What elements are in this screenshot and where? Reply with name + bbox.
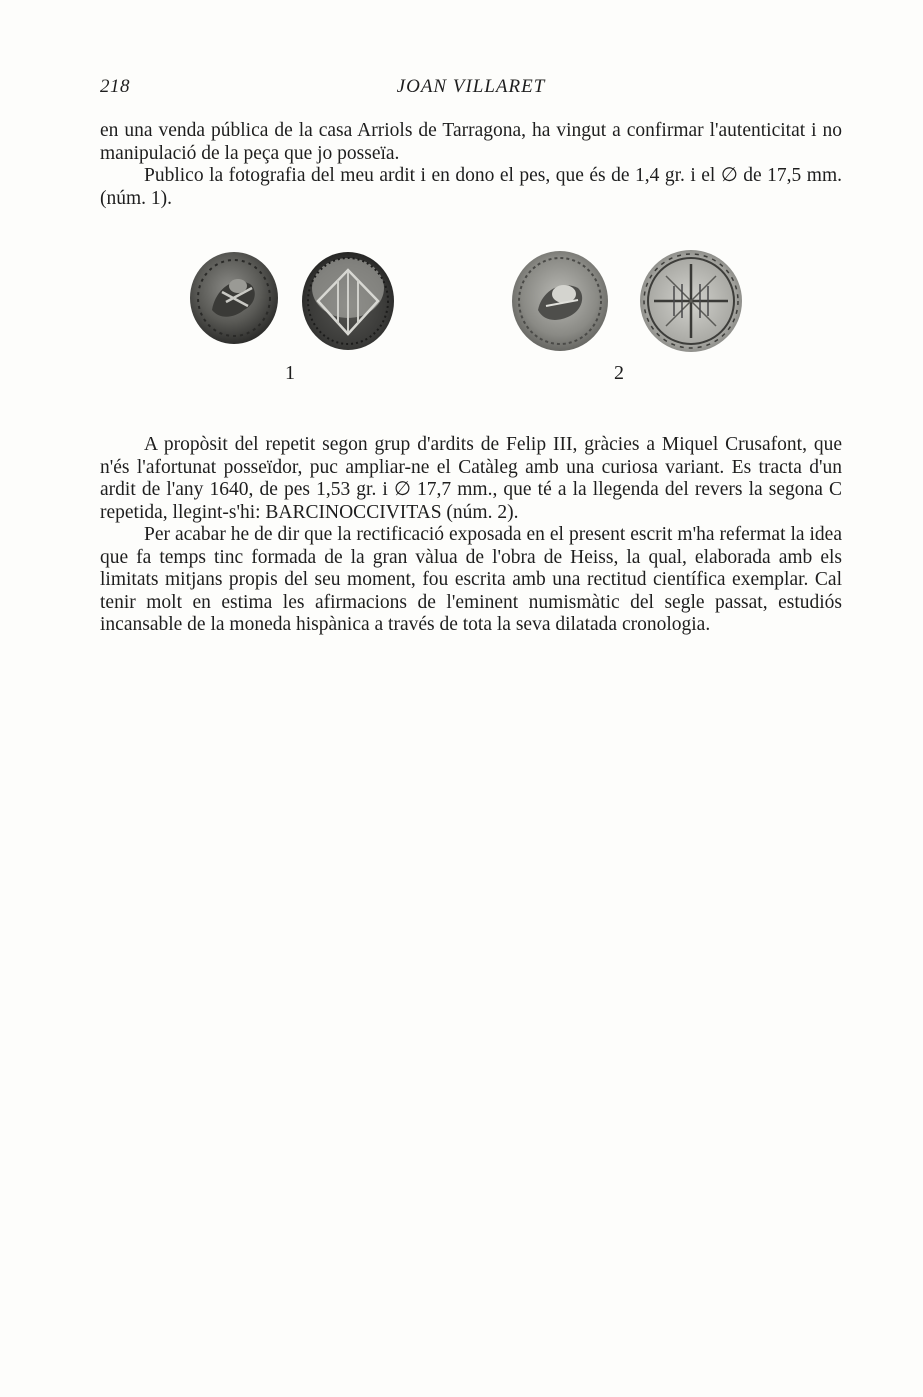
paragraph: A propòsit del repetit segon grup d'ardits de Felip III, gràcies a Miquel Crusafont, que n'és l'afortunat posseïdor, puc ampliar-ne el Catàleg amb una curiosa variant. Es tracta d'un ardit de l'any 1640, de pes 1,53 gr. i ∅ 17,7 mm., que té a la llegenda del revers la segona C repetida, llegint-s'hi: BARCINOCCIVITAS (núm. 2). [100, 434, 842, 523]
page-header [100, 72, 842, 102]
paragraph: en una venda pública de la casa Arriols de Tarragona, ha vingut a confirmar l'autenticitat i no manipulació de la peça que jo posseïa. [100, 120, 842, 164]
running-title: JOAN VILLARET [396, 76, 546, 97]
coin-2-obverse-image [508, 248, 612, 354]
paragraph: Publico la fotografia del meu ardit i en dono el pes, que és de 1,4 gr. i el ∅ de 17,5 mm. (núm. 1). [100, 165, 842, 209]
page-number: 218 [100, 76, 130, 97]
figure-caption-2: 2 [614, 362, 624, 384]
coin-2-reverse-image [636, 246, 746, 356]
text-block-top [100, 120, 842, 210]
coin-1-reverse-image [298, 248, 398, 354]
text-block-bottom [100, 434, 842, 637]
figure-caption-1: 1 [285, 362, 295, 384]
coin-figure [0, 240, 923, 390]
coin-1-obverse-image [186, 248, 282, 348]
paragraph: Per acabar he de dir que la rectificació exposada en el present escrit m'ha refermat la idea que fa temps tinc formada de la gran vàlua de l'obra de Heiss, la qual, elaborada amb els limitats mitjans propis del seu moment, fou escrita amb una rectitud científica exemplar. Cal tenir molt en estima les afirmacions de l'eminent numismàtic del segle passat, estudiós incansable de la moneda hispànica a través de tota la seva dilatada cronologia. [100, 524, 842, 635]
